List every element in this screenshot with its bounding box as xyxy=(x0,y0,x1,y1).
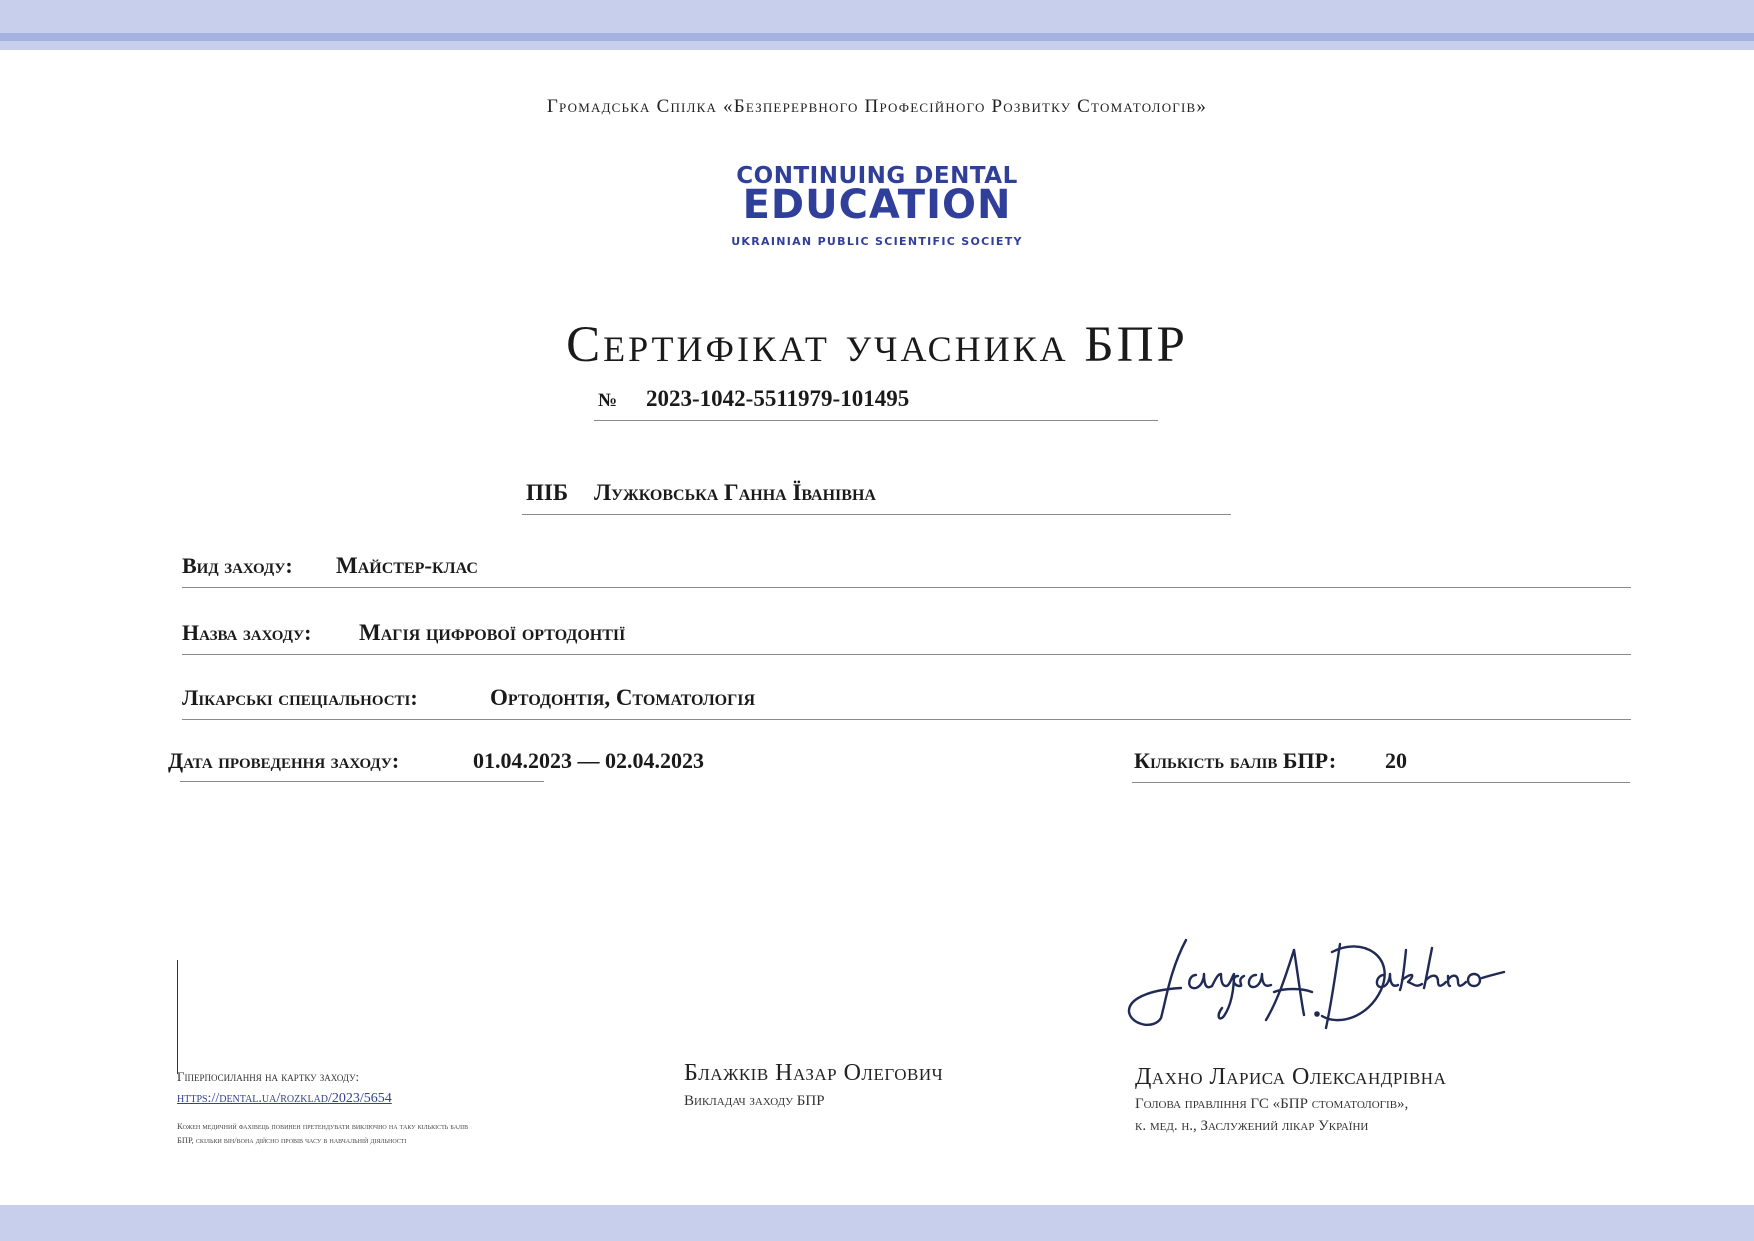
participant-label: ПІБ xyxy=(526,480,569,505)
points-value: 20 xyxy=(1385,748,1407,773)
participant-field xyxy=(522,472,1231,515)
logo-line-1: CONTINUING DENTAL xyxy=(736,163,1018,189)
cde-logo xyxy=(718,160,1036,256)
top-band-stripe xyxy=(0,33,1754,41)
bottom-band xyxy=(0,1205,1754,1241)
event-date: 01.04.2023 — 02.04.2023 xyxy=(473,748,704,773)
certificate-number-field xyxy=(594,378,1158,421)
certificate-number-label: № xyxy=(598,390,618,411)
event-type-label: Вид заходу: xyxy=(182,553,293,578)
event-date-label: Дата проведення заходу: xyxy=(168,748,400,773)
fine-print: Кожен медичний фахівець повинен претендувати виключно на таку кількість балів БПР, скільки він/вона дійсно провів часу в навчальній діяльності xyxy=(177,1121,469,1145)
logo-line-3: UKRAINIAN PUBLIC SCIENTIFIC SOCIETY xyxy=(731,235,1023,248)
event-type-field xyxy=(182,545,1631,588)
logo-line-2: EDUCATION xyxy=(742,182,1012,228)
certificate-title: Сертифікат учасника БПР xyxy=(566,317,1188,373)
teacher-role: Викладач заходу БПР xyxy=(684,1093,825,1109)
specialties-field xyxy=(182,677,1631,720)
event-name-label: Назва заходу: xyxy=(182,620,312,645)
event-type: Майстер-клас xyxy=(336,553,478,578)
head-role-line-1: Голова правління ГС «БПР стоматологів», xyxy=(1135,1096,1409,1112)
handwritten-signature xyxy=(1126,930,1506,1030)
event-link-label: Гіперпосилання на картку заходу: xyxy=(177,1069,360,1084)
top-band xyxy=(0,0,1754,50)
date-underline xyxy=(180,781,544,782)
footer-divider xyxy=(177,960,178,1074)
event-name-field xyxy=(182,612,1631,655)
event-name: Магія цифрової ортодонтії xyxy=(359,620,626,645)
organization-name: Громадська Спілка «Безперервного Професійного Розвитку Стоматологів» xyxy=(546,96,1208,117)
head-role-line-2: к. мед. н., Заслужений лікар України xyxy=(1135,1118,1369,1134)
event-link[interactable]: https://dental.ua/rozklad/2023/5654 xyxy=(177,1091,392,1106)
points-label: Кількість балів БПР: xyxy=(1134,748,1337,773)
points-field xyxy=(1132,740,1630,783)
specialties: Ортодонтія, Стоматологія xyxy=(490,685,756,710)
participant-name: Лужковська Ганна Їванівна xyxy=(594,480,876,505)
certificate-number: 2023-1042-5511979-101495 xyxy=(646,386,910,411)
teacher-name: Блажків Назар Олегович xyxy=(684,1060,944,1086)
head-name: Дахно Лариса Олександрівна xyxy=(1135,1064,1447,1090)
specialties-label: Лікарські спеціальності: xyxy=(182,685,418,710)
